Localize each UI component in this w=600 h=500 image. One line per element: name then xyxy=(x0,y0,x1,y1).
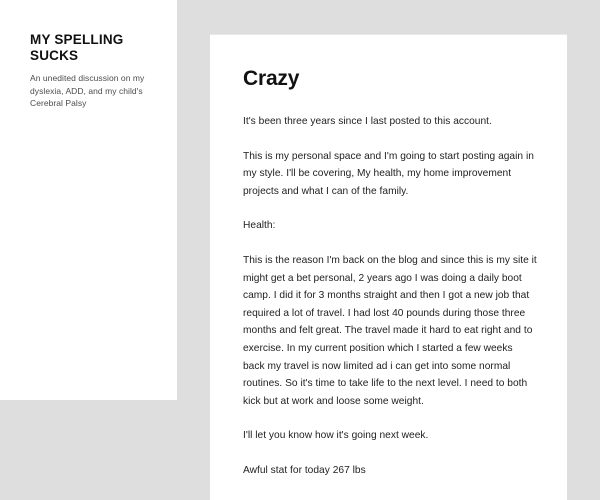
article-paragraph: Health: xyxy=(243,220,276,232)
article-card xyxy=(210,34,567,500)
article-paragraph: Awful stat for today 267 lbs xyxy=(243,464,366,476)
site-title[interactable]: MY SPELLING SUCKS xyxy=(30,32,124,63)
article-title[interactable]: Crazy xyxy=(243,67,300,90)
sidebar xyxy=(0,0,177,400)
article-paragraph: It's been three years since I last posted to this account. xyxy=(243,116,492,127)
article-body xyxy=(243,113,537,480)
article-paragraph: I'll let you know how it's going next week. xyxy=(243,430,429,442)
article-paragraph: This is the reason I'm back on the blog and since this is my site it might get a bet personal, 2 years ago I was doing a daily boot camp. I did it for 3 months straight and then I got a new job that required a lot of travel. I had lost 40 pounds during those three months and felt great. The travel made it hard to eat right and to exercise. In my current position which I started a few weeks back my travel is now limited ad i can get into some normal routines. So it's time to take life to the next level. I need to both kick but at work and loose some weight. xyxy=(243,254,537,407)
article-paragraph: This is my personal space and I'm going to start posting again in my style. I'll be covering, My health, my home improvement projects and what I can of the family. xyxy=(243,150,534,197)
content-area xyxy=(177,0,600,476)
site-tagline: An unedited discussion on my dyslexia, ADD, and my child's Cerebral Palsy xyxy=(30,73,145,108)
